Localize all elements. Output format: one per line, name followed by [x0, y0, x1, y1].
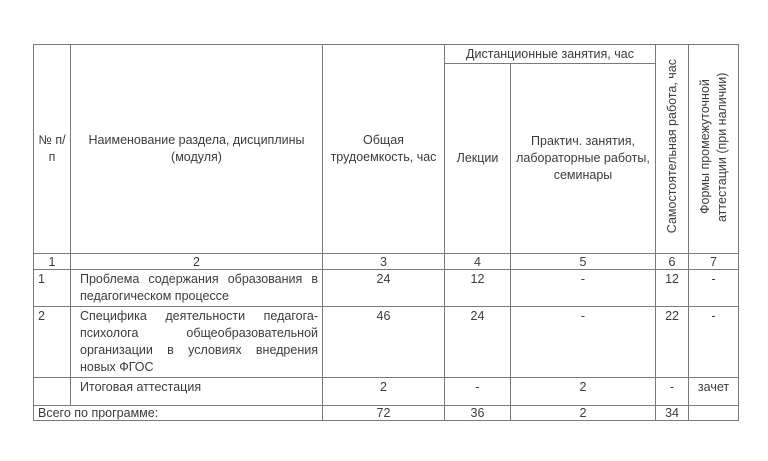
row-lectures: 12	[445, 270, 511, 307]
column-number: 5	[511, 254, 656, 270]
row-attestation: -	[689, 307, 739, 378]
row-practice: -	[511, 307, 656, 378]
totals-lectures: 36	[445, 406, 511, 421]
row-name: Итоговая аттестация	[71, 378, 323, 406]
header-self-work: Самостоятельная работа, час	[664, 59, 679, 234]
column-number: 4	[445, 254, 511, 270]
column-number: 3	[323, 254, 445, 270]
row-lectures: 24	[445, 307, 511, 378]
totals-label: Всего по программе:	[34, 406, 323, 421]
row-practice: 2	[511, 378, 656, 406]
header-name: Наименование раздела, дисциплины (модуля)	[71, 45, 323, 254]
header-distance-group: Дистанционные занятия, час	[445, 45, 656, 64]
header-attestation-cell	[689, 45, 739, 254]
row-num: 1	[34, 270, 71, 307]
row-num	[34, 378, 71, 406]
column-number-row	[34, 254, 739, 270]
curriculum-table	[33, 44, 739, 421]
row-attestation: -	[689, 270, 739, 307]
row-self-work: 12	[656, 270, 689, 307]
totals-row	[34, 406, 739, 421]
row-self-work: -	[656, 378, 689, 406]
row-total: 24	[323, 270, 445, 307]
table-row	[34, 270, 739, 307]
row-attestation: зачет	[689, 378, 739, 406]
row-lectures: -	[445, 378, 511, 406]
column-number: 2	[71, 254, 323, 270]
page-cutoff	[0, 427, 768, 461]
table-row	[34, 307, 739, 378]
row-total: 46	[323, 307, 445, 378]
header-practice: Практич. занятия, лабораторные работы, семинары	[511, 64, 656, 254]
totals-attestation	[689, 406, 739, 421]
row-practice: -	[511, 270, 656, 307]
column-number: 1	[34, 254, 71, 270]
totals-self-work: 34	[656, 406, 689, 421]
row-self-work: 22	[656, 307, 689, 378]
column-number: 7	[689, 254, 739, 270]
row-name: Проблема содержания образования в педагогическом процессе	[71, 270, 323, 307]
totals-total: 72	[323, 406, 445, 421]
header-self-work-cell	[656, 45, 689, 254]
header-lectures: Лекции	[445, 64, 511, 254]
totals-practice: 2	[511, 406, 656, 421]
row-total: 2	[323, 378, 445, 406]
header-total: Общая трудоемкость, час	[323, 45, 445, 254]
row-num: 2	[34, 307, 71, 378]
column-number: 6	[656, 254, 689, 270]
header-num: № п/п	[34, 45, 71, 254]
header-attestation: Формы промежуточной аттестации (при наличии)	[697, 71, 729, 222]
table-row	[34, 378, 739, 406]
row-name: Специфика деятельности педагога-психолога общеобразовательной организации в условиях внедрения новых ФГОС	[71, 307, 323, 378]
